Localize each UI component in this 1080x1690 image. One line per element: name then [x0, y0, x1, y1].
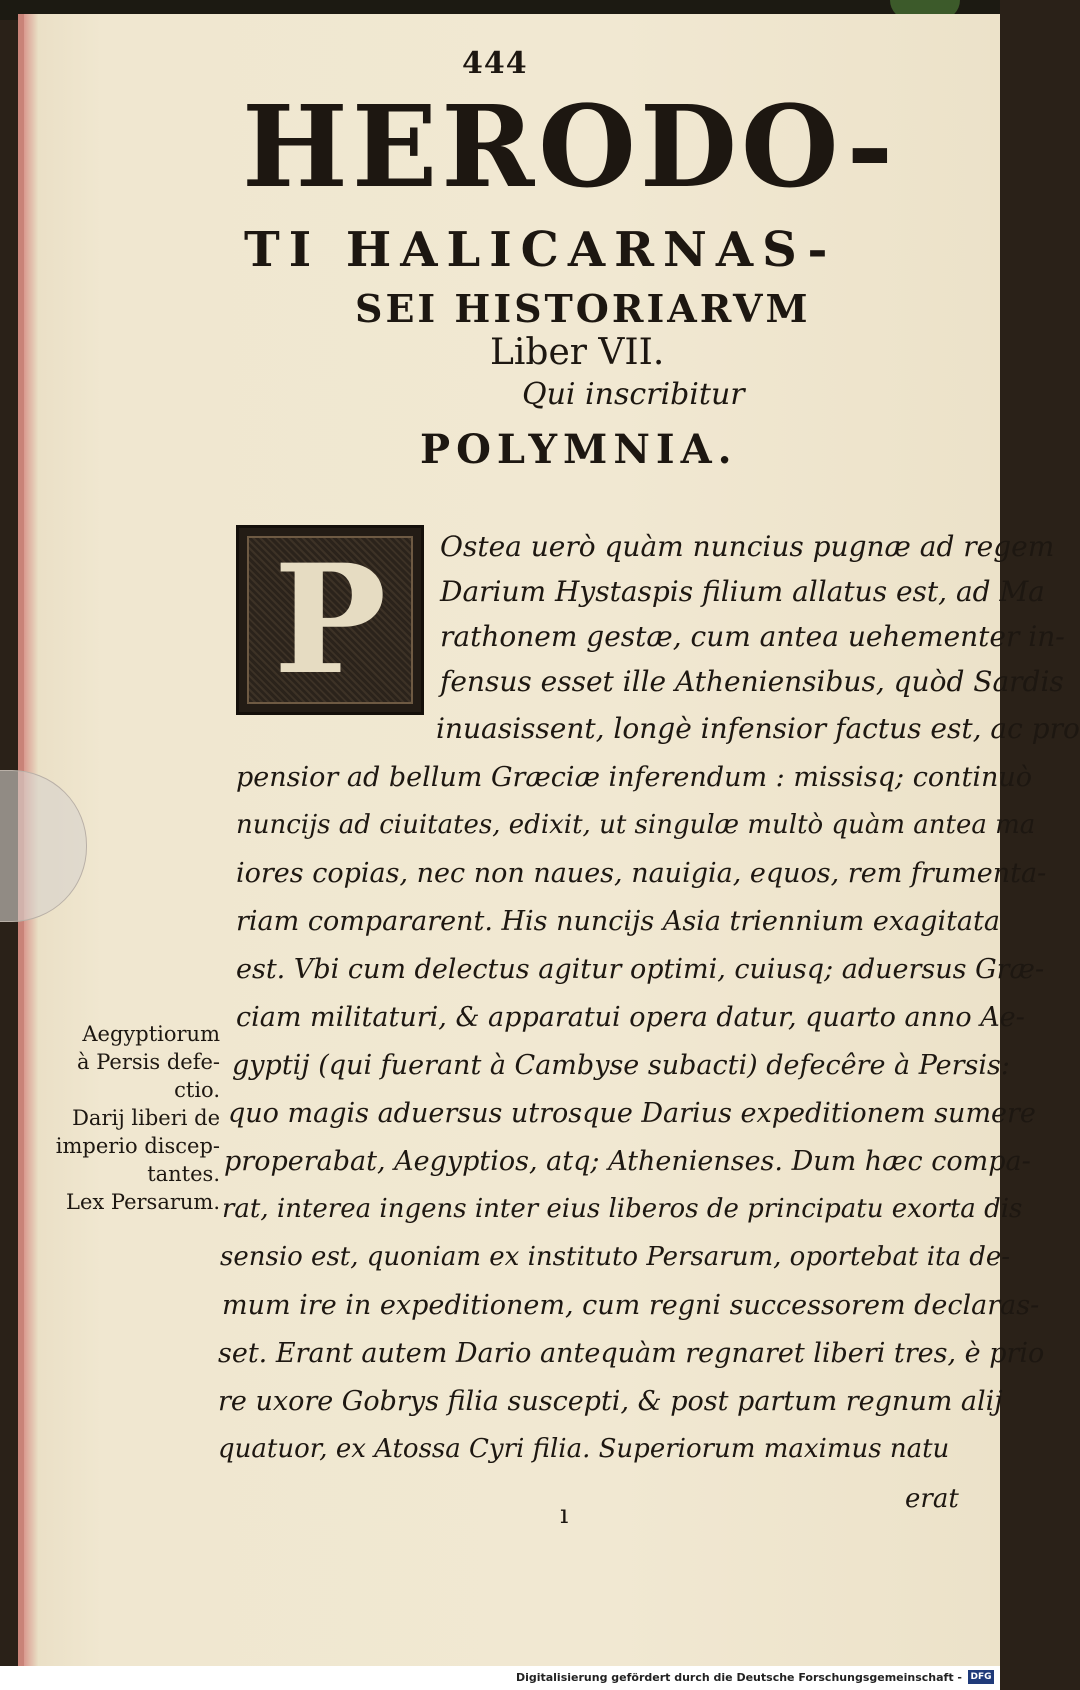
decorated-initial [236, 525, 424, 715]
body-line: riam compararent. His nuncijs Asia triennium exagitata [236, 906, 1000, 937]
margin-note: Aegyptiorum [82, 1022, 220, 1046]
margin-note: Lex Persarum. [66, 1190, 220, 1214]
title-line-1: HERODO- [242, 82, 898, 213]
body-line: ciam militaturi, & apparatui opera datur, quarto anno Ae- [236, 1002, 1025, 1033]
body-line: properabat, Aegyptios, atq; Athenienses. Dum hæc compa- [224, 1146, 1031, 1177]
body-line: gyptij (qui fuerant à Cambyse subacti) defecêre à Persis: [232, 1050, 1010, 1081]
body-line: quo magis aduersus utrosque Darius expeditionem sumere [228, 1098, 1036, 1129]
title-line-6: POLYMNIA. [420, 426, 738, 473]
body-line: rathonem gestæ, cum antea uehementer in- [440, 620, 1065, 653]
body-line: set. Erant autem Dario antequàm regnaret liberi tres, è prio [218, 1338, 1045, 1369]
title-line-3: SEI HISTORIARVM [355, 286, 811, 331]
body-line: mum ire in expeditionem, cum regni successorem declaras- [222, 1290, 1040, 1321]
body-line: iores copias, nec non naues, nauigia, equos, rem frumenta- [236, 858, 1047, 889]
margin-note: à Persis defe- [77, 1050, 220, 1074]
body-line: inuasissent, longè infensior factus est, ac pro [436, 712, 1080, 745]
body-line: est. Vbi cum delectus agitur optimi, cuiusq; aduersus Græ- [236, 954, 1045, 985]
initial-letter: P [273, 532, 387, 708]
body-line: rat, interea ingens inter eius liberos de principatu exorta dis [222, 1194, 1023, 1224]
title-line-2: TI HALICARNAS- [244, 222, 837, 278]
body-line: fensus esset ille Atheniensibus, quòd Sardis [440, 665, 1064, 698]
margin-note: tantes. [147, 1162, 220, 1186]
footer-credit: Digitalisierung gefördert durch die Deutsche Forschungsgemeinschaft - [515, 1671, 962, 1684]
margin-note: ctio. [174, 1078, 220, 1102]
body-line: re uxore Gobrys filia suscepti, & post partum regnum alij [218, 1386, 1003, 1417]
margin-note: imperio discep- [55, 1134, 220, 1158]
body-line: sensio est, quoniam ex instituto Persarum, oportebat ita de- [220, 1242, 1011, 1272]
margin-note: Darij liberi de [72, 1106, 220, 1130]
catchword: erat [905, 1484, 959, 1514]
body-line: Darium Hystaspis filium allatus est, ad Ma [440, 575, 1045, 608]
page-number: 444 [462, 46, 528, 81]
title-line-4: Liber VII. [490, 332, 665, 373]
body-line: quatuor, ex Atossa Cyri filia. Superiorum maximus natu [218, 1434, 950, 1464]
body-line: Ostea uerò quàm nuncius pugnæ ad regem [440, 530, 1055, 563]
body-line: pensior ad bellum Græciæ inferendum : missisq; continuò [236, 762, 1033, 793]
dfg-logo: DFG [968, 1670, 994, 1684]
printers-mark: ı [560, 1500, 569, 1530]
title-line-5: Qui inscribitur [522, 377, 745, 412]
body-line: nuncijs ad ciuitates, edixit, ut singulæ multò quàm antea ma [236, 810, 1036, 840]
